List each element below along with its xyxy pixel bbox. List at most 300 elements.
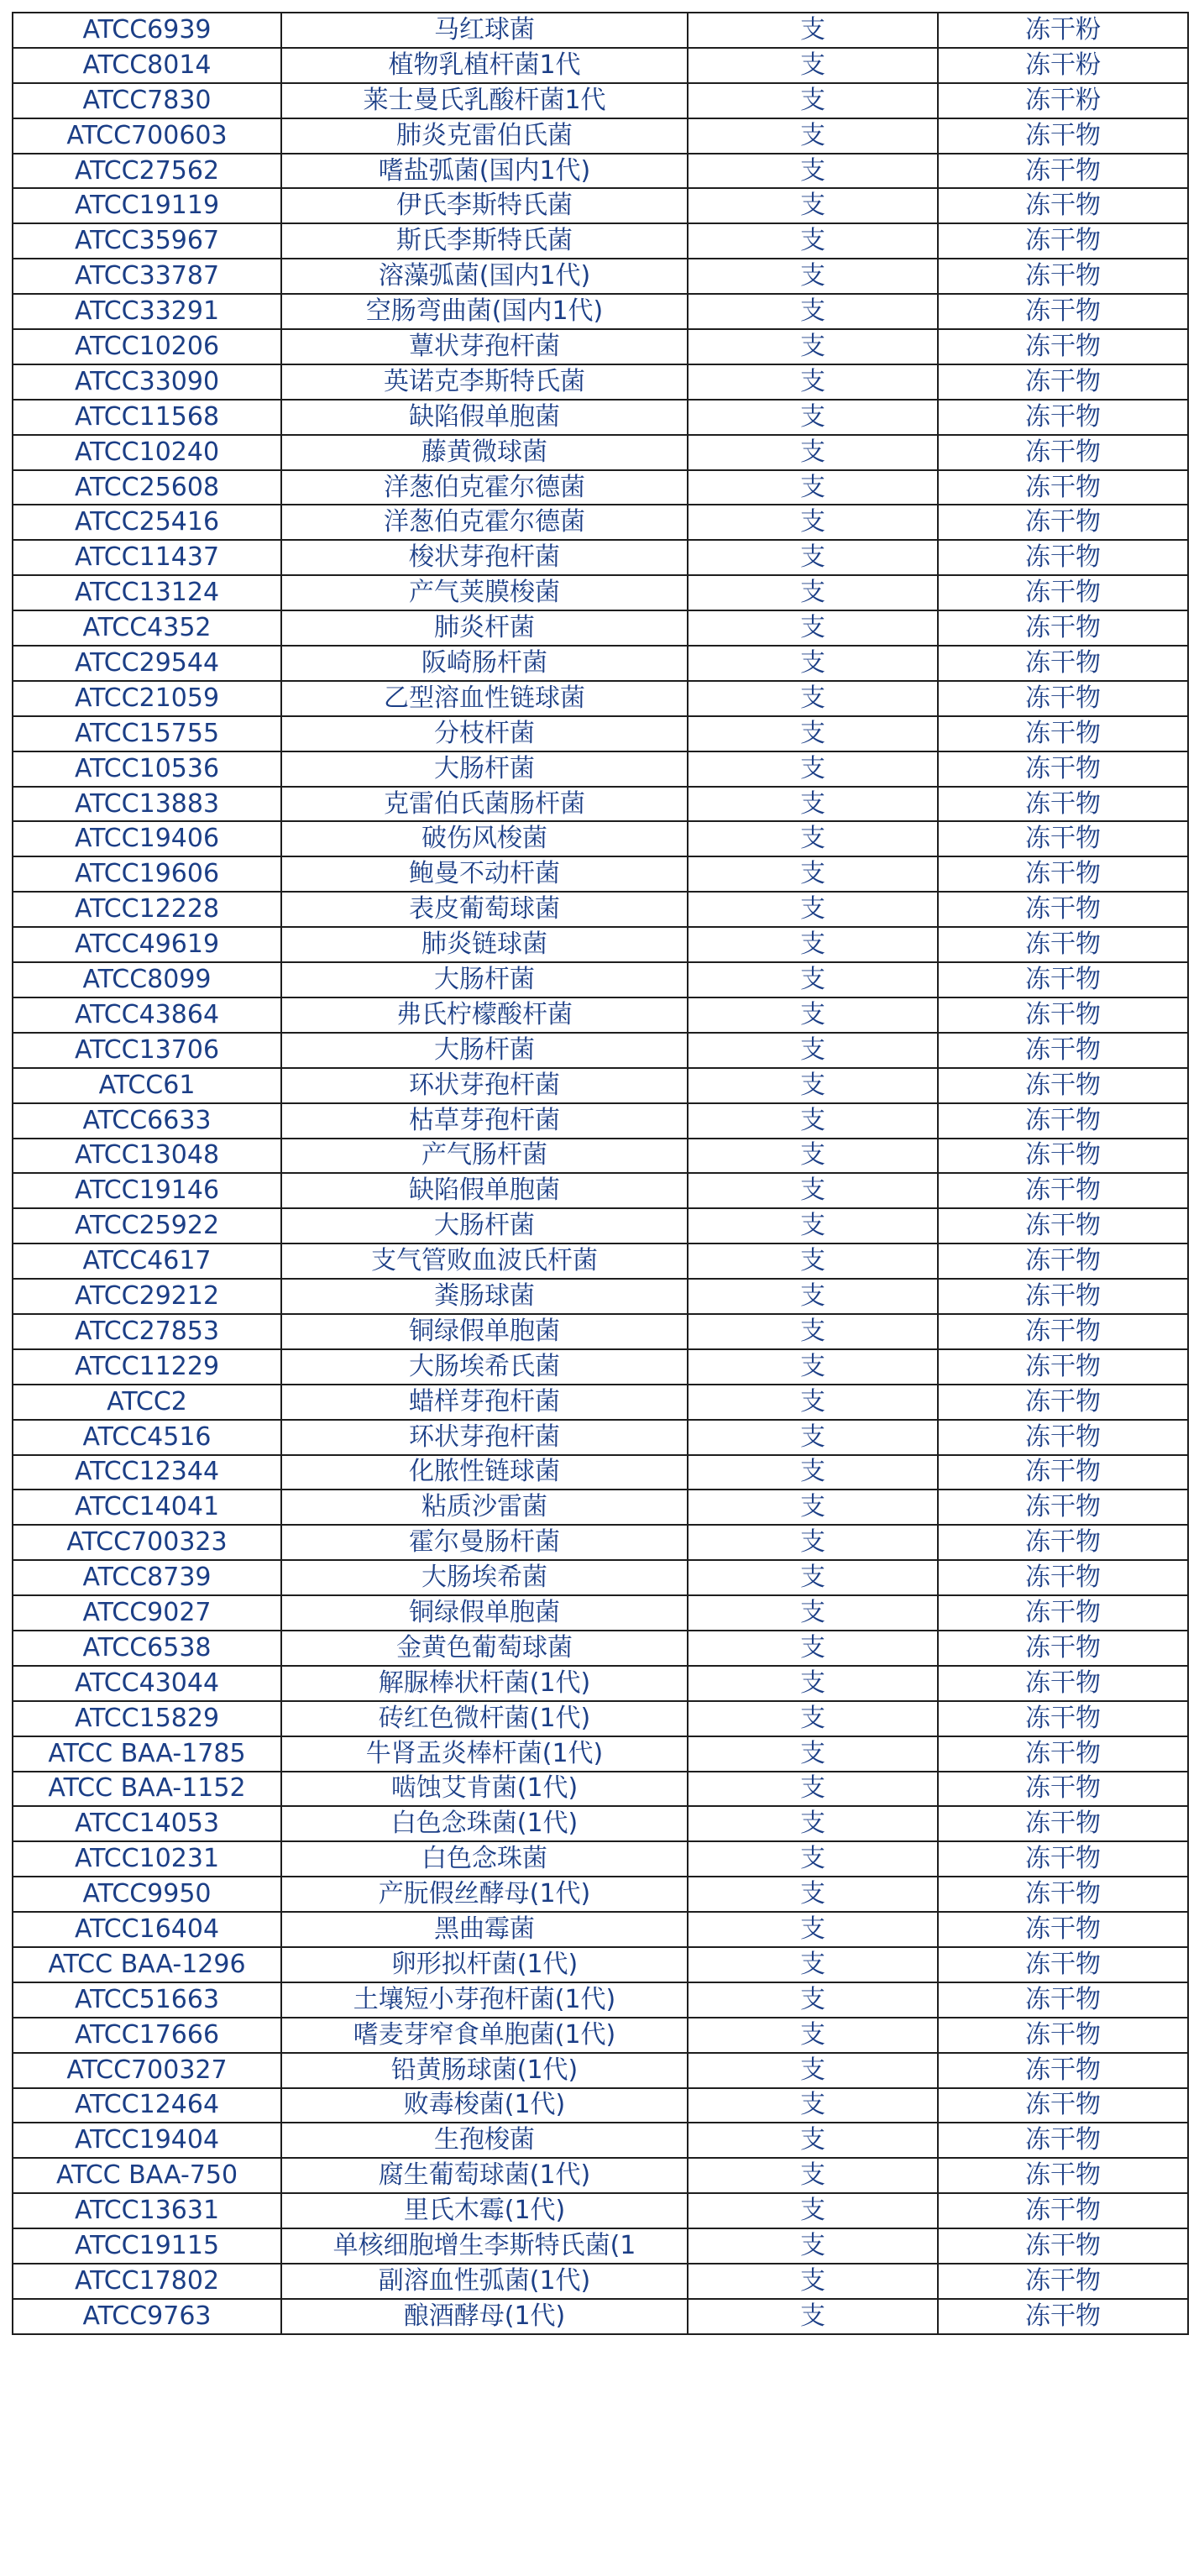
strain-name-cell[interactable]: 嗜麦芽窄食单胞菌(1代) [281, 2018, 688, 2053]
strain-name-cell[interactable]: 霍尔曼肠杆菌 [281, 1525, 688, 1560]
strain-name-cell[interactable]: 缺陷假单胞菌 [281, 400, 688, 435]
form-cell[interactable]: 冻干物 [938, 856, 1188, 892]
table-row [13, 1314, 1188, 1349]
table-row [13, 716, 1188, 751]
strain-name-cell[interactable]: 大肠埃希菌 [281, 1560, 688, 1595]
strain-name-cell[interactable]: 蜡样芽孢杆菌 [281, 1385, 688, 1420]
unit-cell[interactable]: 支 [688, 1068, 938, 1103]
form-cell[interactable]: 冻干物 [938, 927, 1188, 962]
form-cell[interactable]: 冻干物 [938, 1595, 1188, 1631]
atcc-code-cell[interactable]: ATCC BAA-1152 [13, 1772, 281, 1807]
form-cell[interactable]: 冻干物 [938, 1385, 1188, 1420]
form-cell[interactable]: 冻干物 [938, 1349, 1188, 1385]
strain-name-cell[interactable]: 缺陷假单胞菌 [281, 1173, 688, 1208]
form-cell[interactable]: 冻干物 [938, 223, 1188, 259]
unit-cell[interactable]: 支 [688, 2264, 938, 2299]
table-row [13, 2088, 1188, 2123]
strain-name-cell[interactable]: 金黄色葡萄球菌 [281, 1631, 688, 1666]
strain-name-cell[interactable]: 环状芽孢杆菌 [281, 1420, 688, 1455]
form-cell[interactable]: 冻干物 [938, 1033, 1188, 1068]
atcc-code-cell[interactable]: ATCC11229 [13, 1349, 281, 1385]
form-cell[interactable]: 冻干物 [938, 1455, 1188, 1490]
strain-name-cell[interactable]: 乙型溶血性链球菌 [281, 681, 688, 716]
table-row [13, 1841, 1188, 1877]
strain-name-cell[interactable]: 空肠弯曲菌(国内1代) [281, 294, 688, 329]
atcc-code-cell[interactable]: ATCC12344 [13, 1455, 281, 1490]
strain-name-cell[interactable]: 支气管败血波氏杆菌 [281, 1243, 688, 1279]
form-cell[interactable]: 冻干物 [938, 646, 1188, 681]
form-cell[interactable]: 冻干物 [938, 329, 1188, 364]
unit-cell[interactable]: 支 [688, 1595, 938, 1631]
atcc-code-cell[interactable]: ATCC700327 [13, 2053, 281, 2088]
form-cell[interactable]: 冻干物 [938, 1772, 1188, 1807]
table-row [13, 1560, 1188, 1595]
atcc-code-cell[interactable]: ATCC10231 [13, 1841, 281, 1877]
atcc-code-cell[interactable]: ATCC33291 [13, 294, 281, 329]
table-row [13, 1736, 1188, 1772]
strain-name-cell[interactable]: 嗜盐弧菌(国内1代) [281, 154, 688, 189]
form-cell[interactable]: 冻干物 [938, 1139, 1188, 1174]
table-row [13, 821, 1188, 856]
atcc-code-cell[interactable]: ATCC15755 [13, 716, 281, 751]
form-cell[interactable]: 冻干物 [938, 2088, 1188, 2123]
strain-name-cell[interactable]: 马红球菌 [281, 13, 688, 48]
strain-name-cell[interactable]: 白色念珠菌 [281, 1841, 688, 1877]
unit-cell[interactable]: 支 [688, 997, 938, 1033]
form-cell[interactable]: 冻干物 [938, 1490, 1188, 1525]
form-cell[interactable]: 冻干物 [938, 2299, 1188, 2334]
strain-name-cell[interactable]: 败毒梭菌(1代) [281, 2088, 688, 2123]
atcc-code-cell[interactable]: ATCC35967 [13, 223, 281, 259]
form-cell[interactable]: 冻干物 [938, 294, 1188, 329]
form-cell[interactable]: 冻干物 [938, 1173, 1188, 1208]
strain-name-cell[interactable]: 产朊假丝酵母(1代) [281, 1877, 688, 1912]
table-row [13, 259, 1188, 294]
unit-cell[interactable]: 支 [688, 1033, 938, 1068]
unit-cell[interactable]: 支 [688, 118, 938, 154]
form-cell[interactable]: 冻干物 [938, 2053, 1188, 2088]
atcc-code-cell[interactable]: ATCC BAA-1785 [13, 1736, 281, 1772]
unit-cell[interactable]: 支 [688, 787, 938, 822]
strain-name-cell[interactable]: 肺炎链球菌 [281, 927, 688, 962]
strain-name-cell[interactable]: 环状芽孢杆菌 [281, 1068, 688, 1103]
unit-cell[interactable]: 支 [688, 1314, 938, 1349]
strain-name-cell[interactable]: 产气肠杆菌 [281, 1139, 688, 1174]
table-row [13, 681, 1188, 716]
strain-name-cell[interactable]: 英诺克李斯特氏菌 [281, 364, 688, 400]
unit-cell[interactable]: 支 [688, 1385, 938, 1420]
unit-cell[interactable]: 支 [688, 1631, 938, 1666]
form-cell[interactable]: 冻干物 [938, 1947, 1188, 1982]
strain-name-cell[interactable]: 酿酒酵母(1代) [281, 2299, 688, 2334]
unit-cell[interactable]: 支 [688, 1349, 938, 1385]
strain-name-cell[interactable]: 腐生葡萄球菌(1代) [281, 2158, 688, 2193]
table-row [13, 1139, 1188, 1174]
form-cell[interactable]: 冻干物 [938, 610, 1188, 646]
table-row [13, 610, 1188, 646]
atcc-code-cell[interactable]: ATCC51663 [13, 1982, 281, 2018]
table-row [13, 751, 1188, 787]
table-row [13, 435, 1188, 470]
atcc-code-cell[interactable]: ATCC33787 [13, 259, 281, 294]
atcc-code-cell[interactable]: ATCC12228 [13, 892, 281, 927]
unit-cell[interactable]: 支 [688, 716, 938, 751]
table-row [13, 329, 1188, 364]
atcc-code-cell[interactable]: ATCC19606 [13, 856, 281, 892]
atcc-code-cell[interactable]: ATCC4352 [13, 610, 281, 646]
form-cell[interactable]: 冻干物 [938, 1314, 1188, 1349]
atcc-code-cell[interactable]: ATCC9763 [13, 2299, 281, 2334]
atcc-code-cell[interactable]: ATCC10536 [13, 751, 281, 787]
form-cell[interactable]: 冻干物 [938, 2193, 1188, 2228]
strain-name-cell[interactable]: 单核细胞增生李斯特氏菌(1 [281, 2228, 688, 2264]
strain-name-cell[interactable]: 梭状芽孢杆菌 [281, 540, 688, 575]
atcc-code-cell[interactable]: ATCC14041 [13, 1490, 281, 1525]
atcc-code-cell[interactable]: ATCC BAA-750 [13, 2158, 281, 2193]
form-cell[interactable]: 冻干物 [938, 1420, 1188, 1455]
unit-cell[interactable]: 支 [688, 610, 938, 646]
strain-name-cell[interactable]: 洋葱伯克霍尔德菌 [281, 470, 688, 505]
form-cell[interactable]: 冻干物 [938, 1666, 1188, 1701]
strain-name-cell[interactable]: 铅黄肠球菌(1代) [281, 2053, 688, 2088]
atcc-code-cell[interactable]: ATCC43044 [13, 1666, 281, 1701]
strain-name-cell[interactable]: 伊氏李斯特氏菌 [281, 188, 688, 223]
form-cell[interactable]: 冻干物 [938, 1701, 1188, 1736]
form-cell[interactable]: 冻干物 [938, 716, 1188, 751]
strain-name-cell[interactable]: 土壤短小芽孢杆菌(1代) [281, 1982, 688, 2018]
atcc-code-cell[interactable]: ATCC13048 [13, 1139, 281, 1174]
table-row [13, 1420, 1188, 1455]
strain-name-cell[interactable]: 肺炎杆菌 [281, 610, 688, 646]
atcc-code-cell[interactable]: ATCC15829 [13, 1701, 281, 1736]
strain-name-cell[interactable]: 鲍曼不动杆菌 [281, 856, 688, 892]
strain-name-cell[interactable]: 粘质沙雷菌 [281, 1490, 688, 1525]
form-cell[interactable]: 冻干物 [938, 1736, 1188, 1772]
unit-cell[interactable]: 支 [688, 83, 938, 118]
unit-cell[interactable]: 支 [688, 646, 938, 681]
strain-name-cell[interactable]: 大肠杆菌 [281, 962, 688, 997]
atcc-code-cell[interactable]: ATCC19115 [13, 2228, 281, 2264]
unit-cell[interactable]: 支 [688, 540, 938, 575]
strain-name-cell[interactable]: 化脓性链球菌 [281, 1455, 688, 1490]
unit-cell[interactable]: 支 [688, 962, 938, 997]
atcc-code-cell[interactable]: ATCC25608 [13, 470, 281, 505]
table-row [13, 1279, 1188, 1314]
form-cell[interactable]: 冻干物 [938, 997, 1188, 1033]
form-cell[interactable]: 冻干物 [938, 154, 1188, 189]
table-row [13, 646, 1188, 681]
strain-name-cell[interactable]: 砖红色微杆菌(1代) [281, 1701, 688, 1736]
strain-name-cell[interactable]: 藤黄微球菌 [281, 435, 688, 470]
unit-cell[interactable]: 支 [688, 400, 938, 435]
unit-cell[interactable]: 支 [688, 1666, 938, 1701]
unit-cell[interactable]: 支 [688, 505, 938, 540]
unit-cell[interactable]: 支 [688, 1841, 938, 1877]
unit-cell[interactable]: 支 [688, 1455, 938, 1490]
table-row [13, 13, 1188, 48]
table-row [13, 787, 1188, 822]
unit-cell[interactable]: 支 [688, 2018, 938, 2053]
strain-name-cell[interactable]: 里氏木霉(1代) [281, 2193, 688, 2228]
atcc-code-cell[interactable]: ATCC700603 [13, 118, 281, 154]
form-cell[interactable]: 冻干物 [938, 188, 1188, 223]
strain-name-cell[interactable]: 克雷伯氏菌肠杆菌 [281, 787, 688, 822]
atcc-code-cell[interactable]: ATCC2 [13, 1385, 281, 1420]
strain-name-cell[interactable]: 解脲棒状杆菌(1代) [281, 1666, 688, 1701]
atcc-code-cell[interactable]: ATCC27853 [13, 1314, 281, 1349]
table-row [13, 294, 1188, 329]
strain-name-cell[interactable]: 斯氏李斯特氏菌 [281, 223, 688, 259]
form-cell[interactable]: 冻干物 [938, 2018, 1188, 2053]
form-cell[interactable]: 冻干物 [938, 1877, 1188, 1912]
unit-cell[interactable]: 支 [688, 1877, 938, 1912]
atcc-code-cell[interactable]: ATCC12464 [13, 2088, 281, 2123]
atcc-code-cell[interactable]: ATCC4617 [13, 1243, 281, 1279]
unit-cell[interactable]: 支 [688, 2088, 938, 2123]
strain-name-cell[interactable]: 产气荚膜梭菌 [281, 575, 688, 610]
form-cell[interactable]: 冻干物 [938, 505, 1188, 540]
atcc-code-cell[interactable]: ATCC16404 [13, 1912, 281, 1947]
atcc-code-cell[interactable]: ATCC17666 [13, 2018, 281, 2053]
unit-cell[interactable]: 支 [688, 1982, 938, 2018]
strain-name-cell[interactable]: 溶藻弧菌(国内1代) [281, 259, 688, 294]
unit-cell[interactable]: 支 [688, 1912, 938, 1947]
atcc-code-cell[interactable]: ATCC8014 [13, 48, 281, 83]
unit-cell[interactable]: 支 [688, 294, 938, 329]
atcc-code-cell[interactable]: ATCC6633 [13, 1103, 281, 1139]
unit-cell[interactable]: 支 [688, 892, 938, 927]
unit-cell[interactable]: 支 [688, 154, 938, 189]
form-cell[interactable]: 冻干物 [938, 400, 1188, 435]
atcc-code-cell[interactable]: ATCC BAA-1296 [13, 1947, 281, 1982]
atcc-code-cell[interactable]: ATCC11568 [13, 400, 281, 435]
form-cell[interactable]: 冻干物 [938, 892, 1188, 927]
unit-cell[interactable]: 支 [688, 751, 938, 787]
form-cell[interactable]: 冻干粉 [938, 13, 1188, 48]
unit-cell[interactable]: 支 [688, 470, 938, 505]
form-cell[interactable]: 冻干物 [938, 575, 1188, 610]
table-row [13, 223, 1188, 259]
unit-cell[interactable]: 支 [688, 575, 938, 610]
table-row [13, 470, 1188, 505]
unit-cell[interactable]: 支 [688, 364, 938, 400]
atcc-code-cell[interactable]: ATCC17802 [13, 2264, 281, 2299]
strain-name-cell[interactable]: 铜绿假单胞菌 [281, 1595, 688, 1631]
unit-cell[interactable]: 支 [688, 1103, 938, 1139]
atcc-code-cell[interactable]: ATCC25416 [13, 505, 281, 540]
strain-name-cell[interactable]: 粪肠球菌 [281, 1279, 688, 1314]
form-cell[interactable]: 冻干物 [938, 1982, 1188, 2018]
form-cell[interactable]: 冻干物 [938, 435, 1188, 470]
table-body [13, 13, 1188, 2334]
form-cell[interactable]: 冻干物 [938, 1068, 1188, 1103]
unit-cell[interactable]: 支 [688, 1736, 938, 1772]
strain-name-cell[interactable]: 黑曲霉菌 [281, 1912, 688, 1947]
strain-name-cell[interactable]: 植物乳植杆菌1代 [281, 48, 688, 83]
strain-name-cell[interactable]: 阪崎肠杆菌 [281, 646, 688, 681]
atcc-code-cell[interactable]: ATCC13883 [13, 787, 281, 822]
strain-name-cell[interactable]: 破伤风梭菌 [281, 821, 688, 856]
form-cell[interactable]: 冻干物 [938, 1279, 1188, 1314]
table-row [13, 1173, 1188, 1208]
form-cell[interactable]: 冻干物 [938, 259, 1188, 294]
unit-cell[interactable]: 支 [688, 1772, 938, 1807]
table-row [13, 1033, 1188, 1068]
form-cell[interactable]: 冻干物 [938, 1841, 1188, 1877]
unit-cell[interactable]: 支 [688, 329, 938, 364]
unit-cell[interactable]: 支 [688, 1208, 938, 1243]
unit-cell[interactable]: 支 [688, 2123, 938, 2158]
form-cell[interactable]: 冻干物 [938, 1208, 1188, 1243]
atcc-code-cell[interactable]: ATCC29544 [13, 646, 281, 681]
atcc-code-cell[interactable]: ATCC49619 [13, 927, 281, 962]
unit-cell[interactable]: 支 [688, 821, 938, 856]
strain-name-cell[interactable]: 分枝杆菌 [281, 716, 688, 751]
atcc-code-cell[interactable]: ATCC29212 [13, 1279, 281, 1314]
unit-cell[interactable]: 支 [688, 48, 938, 83]
unit-cell[interactable]: 支 [688, 927, 938, 962]
unit-cell[interactable]: 支 [688, 2193, 938, 2228]
strain-name-cell[interactable]: 副溶血性弧菌(1代) [281, 2264, 688, 2299]
form-cell[interactable]: 冻干物 [938, 1560, 1188, 1595]
atcc-code-cell[interactable]: ATCC13124 [13, 575, 281, 610]
atcc-code-cell[interactable]: ATCC13706 [13, 1033, 281, 1068]
form-cell[interactable]: 冻干粉 [938, 48, 1188, 83]
form-cell[interactable]: 冻干物 [938, 1912, 1188, 1947]
atcc-code-cell[interactable]: ATCC19406 [13, 821, 281, 856]
atcc-code-cell[interactable]: ATCC6538 [13, 1631, 281, 1666]
unit-cell[interactable]: 支 [688, 2053, 938, 2088]
strain-name-cell[interactable]: 莱士曼氏乳酸杆菌1代 [281, 83, 688, 118]
table-row [13, 1525, 1188, 1560]
strain-name-cell[interactable]: 牛肾盂炎棒杆菌(1代) [281, 1736, 688, 1772]
unit-cell[interactable]: 支 [688, 1701, 938, 1736]
atcc-code-cell[interactable]: ATCC19146 [13, 1173, 281, 1208]
atcc-code-cell[interactable]: ATCC14053 [13, 1806, 281, 1841]
atcc-code-cell[interactable]: ATCC19404 [13, 2123, 281, 2158]
strain-name-cell[interactable]: 枯草芽孢杆菌 [281, 1103, 688, 1139]
atcc-code-cell[interactable]: ATCC4516 [13, 1420, 281, 1455]
strain-name-cell[interactable]: 弗氏柠檬酸杆菌 [281, 997, 688, 1033]
atcc-code-cell[interactable]: ATCC11437 [13, 540, 281, 575]
strain-name-cell[interactable]: 表皮葡萄球菌 [281, 892, 688, 927]
atcc-code-cell[interactable]: ATCC9027 [13, 1595, 281, 1631]
unit-cell[interactable]: 支 [688, 435, 938, 470]
unit-cell[interactable]: 支 [688, 1525, 938, 1560]
table-row [13, 1701, 1188, 1736]
strain-name-cell[interactable]: 大肠埃希氏菌 [281, 1349, 688, 1385]
form-cell[interactable]: 冻干物 [938, 364, 1188, 400]
strain-name-cell[interactable]: 生孢梭菌 [281, 2123, 688, 2158]
atcc-code-cell[interactable]: ATCC10206 [13, 329, 281, 364]
unit-cell[interactable]: 支 [688, 1560, 938, 1595]
form-cell[interactable]: 冻干物 [938, 2158, 1188, 2193]
table-row [13, 1385, 1188, 1420]
atcc-code-cell[interactable]: ATCC6939 [13, 13, 281, 48]
atcc-code-cell[interactable]: ATCC8739 [13, 1560, 281, 1595]
form-cell[interactable]: 冻干物 [938, 540, 1188, 575]
atcc-code-cell[interactable]: ATCC27562 [13, 154, 281, 189]
atcc-code-cell[interactable]: ATCC33090 [13, 364, 281, 400]
unit-cell[interactable]: 支 [688, 1243, 938, 1279]
unit-cell[interactable]: 支 [688, 2228, 938, 2264]
form-cell[interactable]: 冻干物 [938, 787, 1188, 822]
atcc-code-cell[interactable]: ATCC10240 [13, 435, 281, 470]
unit-cell[interactable]: 支 [688, 1173, 938, 1208]
table-row [13, 2193, 1188, 2228]
unit-cell[interactable]: 支 [688, 1806, 938, 1841]
atcc-code-cell[interactable]: ATCC9950 [13, 1877, 281, 1912]
strain-name-cell[interactable]: 卵形拟杆菌(1代) [281, 1947, 688, 1982]
form-cell[interactable]: 冻干粉 [938, 83, 1188, 118]
table-row [13, 48, 1188, 83]
unit-cell[interactable]: 支 [688, 13, 938, 48]
strain-name-cell[interactable]: 铜绿假单胞菌 [281, 1314, 688, 1349]
atcc-code-cell[interactable]: ATCC13631 [13, 2193, 281, 2228]
atcc-code-cell[interactable]: ATCC19119 [13, 188, 281, 223]
form-cell[interactable]: 冻干物 [938, 2264, 1188, 2299]
table-row [13, 188, 1188, 223]
form-cell[interactable]: 冻干物 [938, 2228, 1188, 2264]
table-row [13, 1595, 1188, 1631]
form-cell[interactable]: 冻干物 [938, 1806, 1188, 1841]
table-row [13, 2053, 1188, 2088]
spreadsheet [12, 12, 1187, 2335]
atcc-code-cell[interactable]: ATCC21059 [13, 681, 281, 716]
form-cell[interactable]: 冻干物 [938, 681, 1188, 716]
unit-cell[interactable]: 支 [688, 681, 938, 716]
atcc-code-cell[interactable]: ATCC61 [13, 1068, 281, 1103]
strain-name-cell[interactable]: 大肠杆菌 [281, 1033, 688, 1068]
strain-name-cell[interactable]: 肺炎克雷伯氏菌 [281, 118, 688, 154]
table-row [13, 1455, 1188, 1490]
strain-name-cell[interactable]: 蕈状芽孢杆菌 [281, 329, 688, 364]
unit-cell[interactable]: 支 [688, 2158, 938, 2193]
unit-cell[interactable]: 支 [688, 259, 938, 294]
strain-name-cell[interactable]: 啮蚀艾肯菌(1代) [281, 1772, 688, 1807]
form-cell[interactable]: 冻干物 [938, 1631, 1188, 1666]
form-cell[interactable]: 冻干物 [938, 470, 1188, 505]
unit-cell[interactable]: 支 [688, 1420, 938, 1455]
atcc-code-cell[interactable]: ATCC43864 [13, 997, 281, 1033]
form-cell[interactable]: 冻干物 [938, 118, 1188, 154]
strain-name-cell[interactable]: 大肠杆菌 [281, 1208, 688, 1243]
form-cell[interactable]: 冻干物 [938, 1525, 1188, 1560]
unit-cell[interactable]: 支 [688, 1947, 938, 1982]
unit-cell[interactable]: 支 [688, 856, 938, 892]
unit-cell[interactable]: 支 [688, 2299, 938, 2334]
form-cell[interactable]: 冻干物 [938, 2123, 1188, 2158]
form-cell[interactable]: 冻干物 [938, 962, 1188, 997]
unit-cell[interactable]: 支 [688, 188, 938, 223]
unit-cell[interactable]: 支 [688, 223, 938, 259]
strain-name-cell[interactable]: 白色念珠菌(1代) [281, 1806, 688, 1841]
atcc-code-cell[interactable]: ATCC8099 [13, 962, 281, 997]
atcc-code-cell[interactable]: ATCC25922 [13, 1208, 281, 1243]
form-cell[interactable]: 冻干物 [938, 821, 1188, 856]
form-cell[interactable]: 冻干物 [938, 1243, 1188, 1279]
form-cell[interactable]: 冻干物 [938, 751, 1188, 787]
unit-cell[interactable]: 支 [688, 1490, 938, 1525]
table-row [13, 962, 1188, 997]
atcc-code-cell[interactable]: ATCC700323 [13, 1525, 281, 1560]
form-cell[interactable]: 冻干物 [938, 1103, 1188, 1139]
unit-cell[interactable]: 支 [688, 1279, 938, 1314]
atcc-code-cell[interactable]: ATCC7830 [13, 83, 281, 118]
strain-name-cell[interactable]: 洋葱伯克霍尔德菌 [281, 505, 688, 540]
strain-name-cell[interactable]: 大肠杆菌 [281, 751, 688, 787]
unit-cell[interactable]: 支 [688, 1139, 938, 1174]
